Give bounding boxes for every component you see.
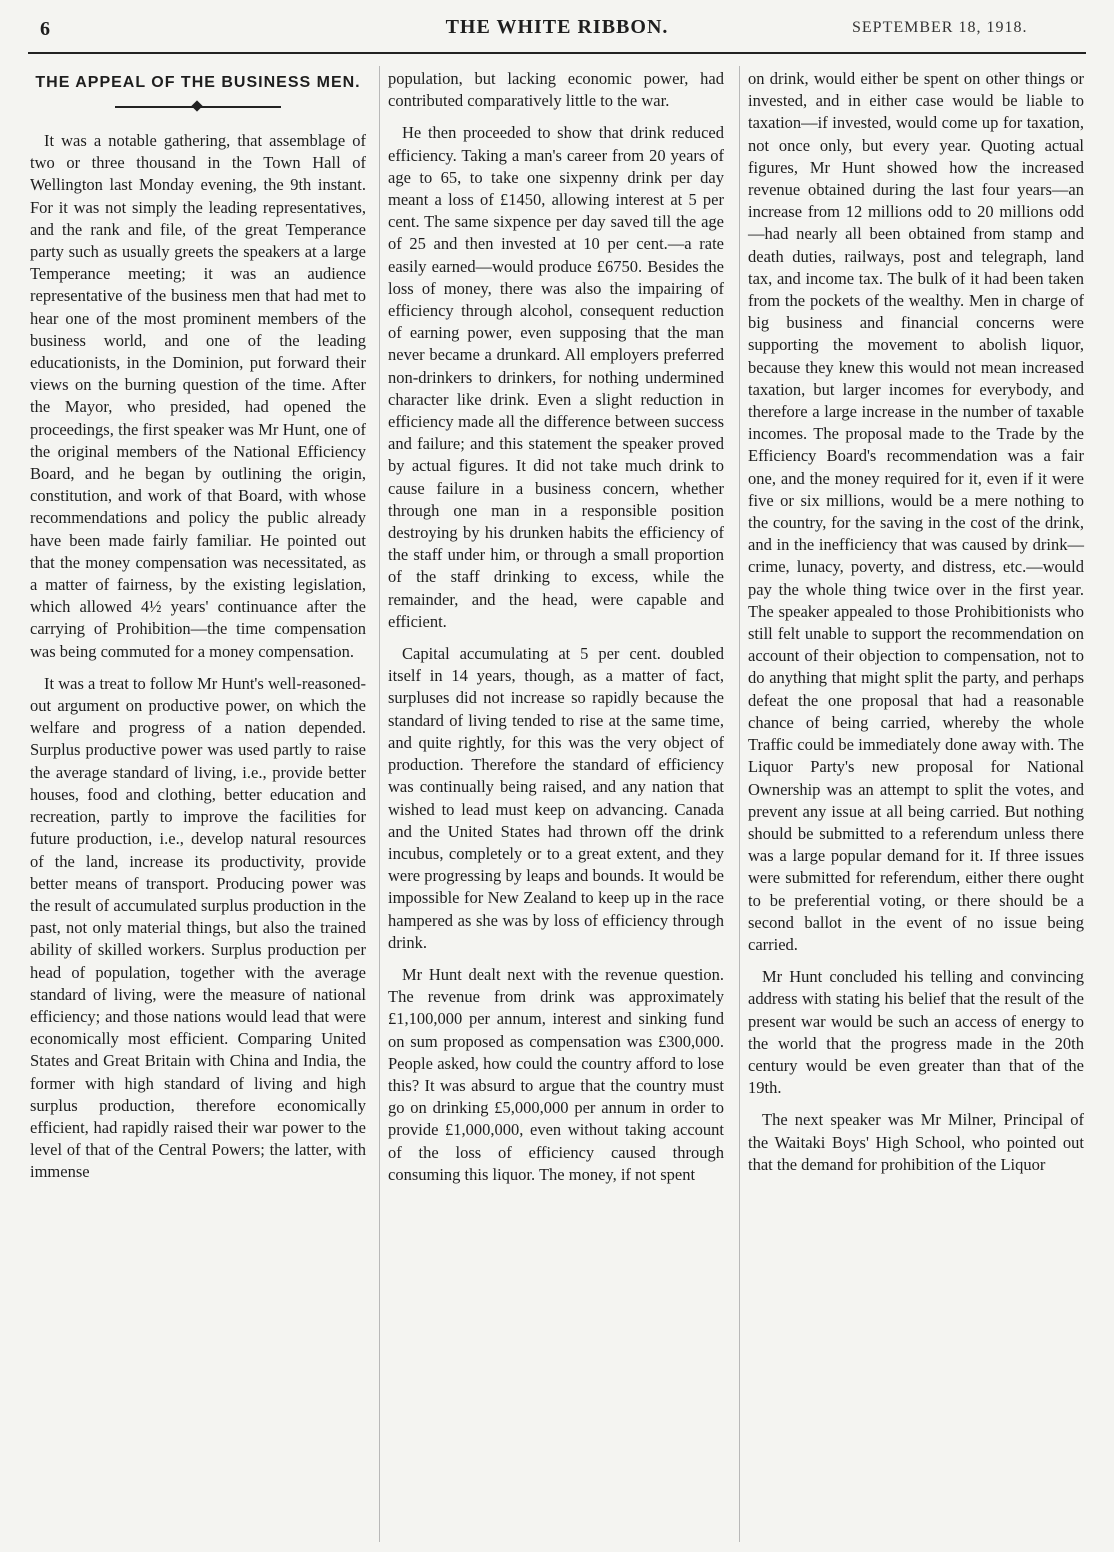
paragraph: population, but lacking economic power, had contributed comparatively little to the war. [388,69,724,111]
issue-date: SEPTEMBER 18, 1918. [852,19,1028,36]
paragraph: Mr Hunt concluded his telling and convincing address with stating his belief that the result of the present war would be such an access of energy to the world that the progress made in the 20th century would be even greater than that of the 19th. [748,967,1084,1098]
masthead-rule [28,52,1086,54]
paragraph: Capital accumulating at 5 per cent. doubled itself in 14 years, though, as a matter of fact, surpluses did not increase so rapidly because the standard of living tended to rise at the same time, and quite rightly, for this was the very object of production. Therefore the standard of efficiency was continually being raised, and any nation that wished to lead must keep on advancing. Canada and the United States had thrown off the drink incubus, completely or to a great extent, and they were progressing by leaps and bounds. It would be impossible for New Zealand to keep up in the race hampered as she was by loss of efficiency through drink. [388,644,724,952]
paragraph: on drink, would either be spent on other things or invested, and in either case would be liable to taxation—if invested, would come up for taxation, not once only, but every year. Quoting actual figures, Mr Hunt showed how the increased revenue obtained during the last four years—an increase from 12 millions odd to 20 millions odd—had nearly all been obtained from stamp and death duties, railways, post and telegraph, land tax, and income tax. The bulk of it had been taken from the pockets of the wealthy. Men in charge of big business and financial concerns were supporting the movement to abolish liquor, because they knew this would not mean increased taxation, but larger incomes for everybody, and therefore a large increase in the number of taxable incomes. The proposal made to the Trade by the Efficiency Board's recommendation was a fair one, and the money required for it, even if it were five or six millions, would be a mere nothing to the country, for the saving in the cost of the drink, and in the inefficiency that was caused by drink—crime, lunacy, poverty, and distress, etc.—would pay the whole thing twice over in the first year. The speaker appealed to those Prohibitionists who still felt unable to support the recommendation on account of their objection to compensation, not to do anything that might split the party, and perhaps defeat the one proposal that had a reasonable chance of being carried, whereby the whole Traffic could be immediately done away with. The Liquor Party's new proposal for National Ownership was an attempt to split the votes, and prevent any issue at all being carried. But nothing should be submitted to a referendum unless there was a large popular demand for it. If three issues were submitted for referendum, either there ought to be preferential voting, or there should be a second ballot in the event of no issue being carried. [748,69,1084,954]
paragraph: Mr Hunt dealt next with the revenue question. The revenue from drink was approximately £1,100,000 per annum, interest and sinking fund on sum proposed as compensation was £300,000. People asked, how could the country afford to lose this? It was absurd to argue that the country must go on drinking £5,000,000 per annum in order to provide £1,000,000, even without taking account of the loss of efficiency caused through consuming this liquor. The money, if not spent [388,964,724,1184]
paragraph: He then proceeded to show that drink reduced efficiency. Taking a man's career from 20 years of age to 65, to take one sixpenny drink per day meant a loss of £1450, allowing interest at 5 per cent. The same sixpence per day saved till the age of 25 and then invested at 10 per cent.—a rate easily earned—would produce £6750. Besides the loss of money, there was also the impairing of efficiency through alcohol, consequent reduction of earning power, even supposing that the man never became a drunkard. All employers preferred non-drinkers to drinkers, for nothing undermined character like drink. Even a slight reduction in efficiency made all the difference between success and failure; and this statement the speaker proved by actual figures. It did not take much drink to cause failure in a business concern, whether through one man in a responsible position destroying by his drunken habits the efficiency of the staff under him, or through a small proportion of the staff drinking to excess, while the remainder, and the head, were capable and efficient. [388,123,724,631]
publication-title: THE WHITE RIBBON. [445,16,669,38]
article-column-1 [30,68,366,1194]
headline-ornament [115,102,281,112]
article-column-2 [388,68,724,1196]
paragraph: It was a notable gathering, that assemblage of two or three thousand in the Town Hall of Wellington last Monday evening, the 9th instant. For it was not simply the leading representatives, and the rank and file, of the great Temperance party such as usually greets the speakers at a large Temperance meeting; it was an audience representative of the business men that had met to hear one of the most prominent members of the business world, and one of the leading educationists, in the Dominion, put forward their views on the burning question of the time. After the Mayor, who presided, had opened the proceedings, the first speaker was Mr Hunt, one of the original members of the National Efficiency Board, and he began by outlining the origin, constitution, and work of that Board, with whose recommendations and policy the public already have been made fairly familiar. He pointed out that the money compensation was necessitated, as a matter of fairness, by the existing legislation, which allowed 4½ years' continuance after the carrying of Prohibition—the time compensation was being commuted for a money compensation. [30,131,366,661]
page-number: 6 [40,18,50,40]
article-headline: THE APPEAL OF THE BUSINESS MEN. [35,74,361,91]
paragraph: It was a treat to follow Mr Hunt's well-reasoned-out argument on productive power, on which the welfare and progress of a nation depended. Surplus productive power was used partly to raise the average standard of living, i.e., provide better houses, food and clothing, better education and recreation, partly to improve the facilities for future production, i.e., develop natural resources of the land, increase its productivity, provide better means of transport. Producing power was the result of accumulated surplus production in the past, not only material things, but also the trained ability of skilled workers. Surplus production per head of population, together with the average standard of living, were the measure of national efficiency; and those nations would lead that were economically most efficient. Comparing United States and Great Britain with China and India, the former with high standard of living and high surplus production, therefore economically efficient, had rapidly raised their war power to the level of that of the Central Powers; the latter, with immense [30,673,366,1182]
paragraph: The next speaker was Mr Milner, Principal of the Waitaki Boys' High School, who pointed out that the demand for prohibition of the Liquor [748,1110,1084,1174]
column-divider [739,66,740,1542]
ornament-diamond [191,100,202,111]
column-divider [379,66,380,1542]
article-column-3 [748,68,1084,1186]
masthead [0,0,1114,58]
